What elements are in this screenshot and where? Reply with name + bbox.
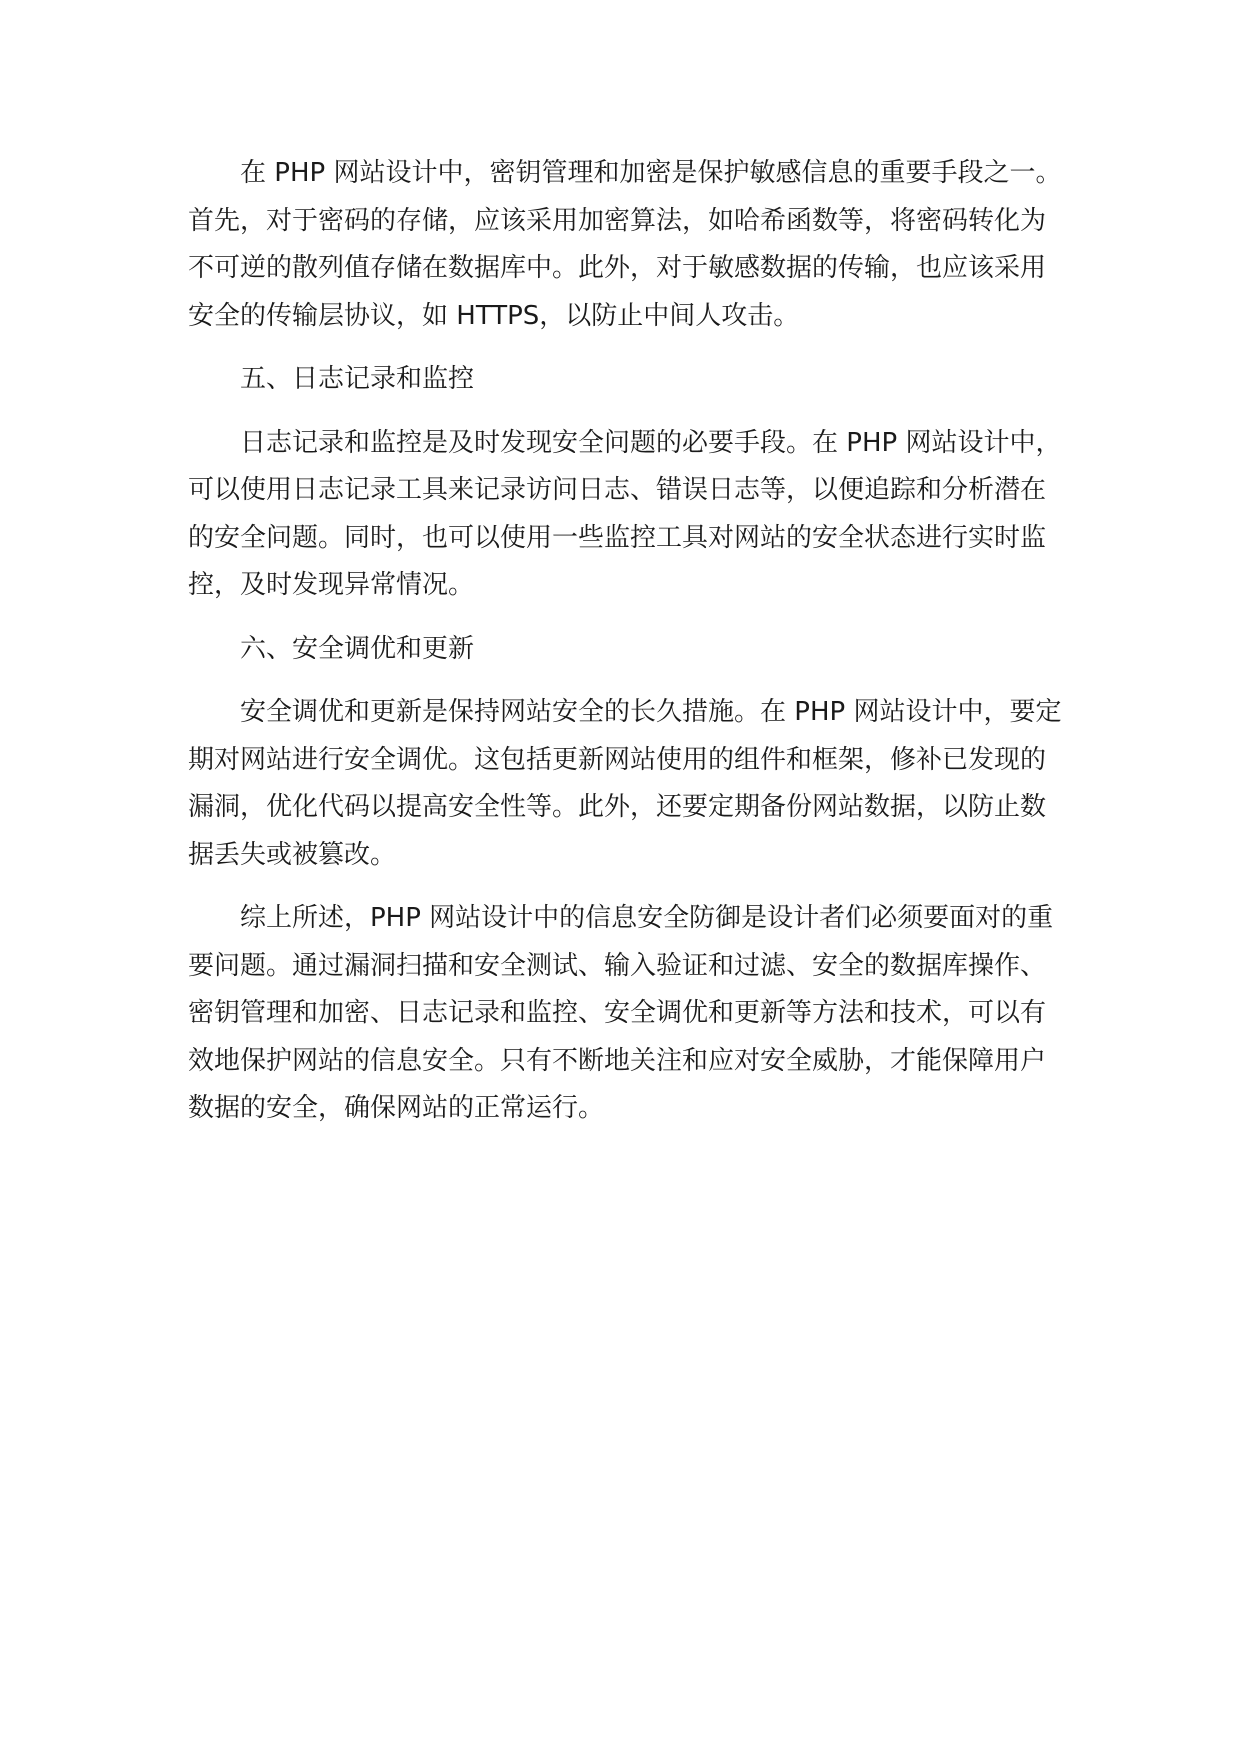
paragraph-tuning: 安全调优和更新是保持网站安全的长久措施。在 PHP 网站设计中，要定期对网站进行安全调优。这包括更新网站使用的组件和框架，修补已发现的漏洞，优化代码以提高安全性等。此外，还要定期备份网站数据，以防止数据丢失或被篡改。 <box>188 697 1062 870</box>
section-heading-tuning: 六、安全调优和更新 <box>240 633 475 664</box>
document-body <box>188 150 1068 1149</box>
paragraph-logging: 日志记录和监控是及时发现安全问题的必要手段。在 PHP 网站设计中，可以使用日志记录工具来记录访问日志、错误日志等，以便追踪和分析潜在的安全问题。同时，也可以使用一些监控工具对网站的安全状态进行实时监控，及时发现异常情况。 <box>188 427 1062 600</box>
section-heading-logging: 五、日志记录和监控 <box>240 364 475 394</box>
paragraph-conclusion: 综上所述，PHP 网站设计中的信息安全防御是设计者们必须要面对的重要问题。通过漏洞扫描和安全测试、输入验证和过滤、安全的数据库操作、密钥管理和加密、日志记录和监控、安全调优和更新等方法和技术，可以有效地保护网站的信息安全。只有不断地关注和应对安全威胁，才能保障用户数据的安全，确保网站的正常运行。 <box>188 903 1054 1123</box>
paragraph-key-management: 在 PHP 网站设计中，密钥管理和加密是保护敏感信息的重要手段之一。首先，对于密码的存储，应该采用加密算法，如哈希函数等，将密码转化为不可逆的散列值存储在数据库中。此外，对于敏感数据的传输，也应该采用安全的传输层协议，如 HTTPS，以防止中间人攻击。 <box>188 158 1062 331</box>
